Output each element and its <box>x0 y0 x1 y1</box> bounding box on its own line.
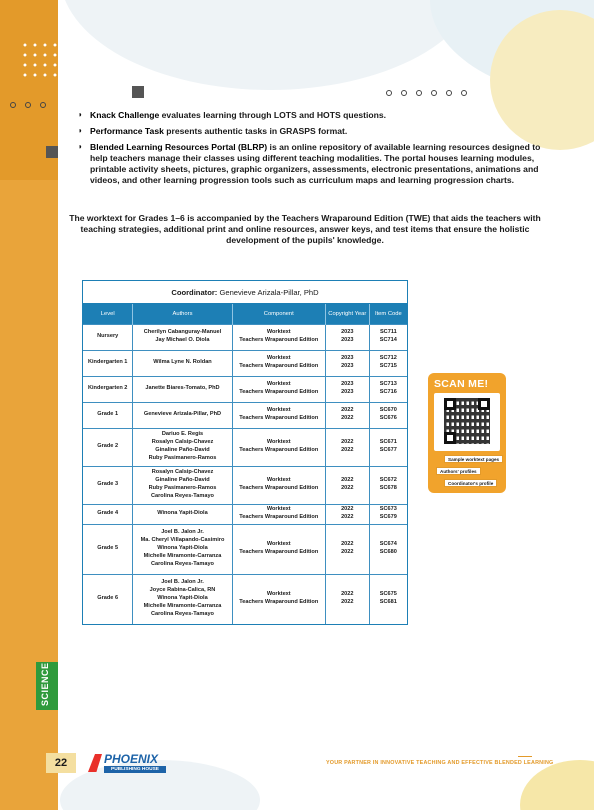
subject-tab <box>36 662 58 710</box>
col-header-component: Component <box>232 304 325 324</box>
table-cell-code: SC671 SC677 <box>369 428 407 466</box>
coordinator-name: Genevieve Arizala-Pillar, PhD <box>219 288 319 297</box>
qr-tag: Authors' profiles <box>436 467 481 475</box>
table-row <box>83 324 407 350</box>
table-header-row <box>83 304 407 324</box>
bullet-icon: ◗ <box>78 126 83 135</box>
table-cell-authors: Genevieve Arizala-Pillar, PhD <box>133 402 232 428</box>
publisher-name: PHOENIX <box>104 752 159 766</box>
table-cell-code: SC711 SC714 <box>369 324 407 350</box>
table-cell-year: 2022 2022 <box>325 504 369 524</box>
table-cell-level: Grade 2 <box>83 428 133 466</box>
decor-square <box>46 146 58 158</box>
intro-text: that aids the teachers with teaching strategies, additional print and online resources, answer keys, and test items that ensure the holistic development of the pupils' knowledge. <box>80 213 541 246</box>
bullet-desc: presents authentic tasks in GRASPS format. <box>163 126 348 136</box>
table <box>83 304 407 624</box>
table-cell-authors: Wilma Lyne N. Roldan <box>133 350 232 376</box>
table-cell-level: Grade 1 <box>83 402 133 428</box>
table-cell-code: SC713 SC716 <box>369 376 407 402</box>
col-header-authors: Authors <box>133 304 232 324</box>
table-row <box>83 466 407 504</box>
table-cell-code: SC670 SC676 <box>369 402 407 428</box>
table-cell-authors: Cherilyn Cabanguray-Manuel Jay Michael O. Diola <box>133 324 232 350</box>
table-cell-component: Worktext Teachers Wraparound Edition <box>232 402 325 428</box>
bg-blob <box>520 760 594 810</box>
table-cell-authors: Dariuo E. Regis Rosalyn Calsip-Chavez Ginaline Paño-David Ruby Pasimanero-Ramos <box>133 428 232 466</box>
qr-finder-icon <box>444 398 456 410</box>
bullet-icon: ◗ <box>78 142 83 151</box>
table-row <box>83 574 407 624</box>
table-row <box>83 402 407 428</box>
phoenix-logo-icon <box>88 754 102 772</box>
bullet-desc: evaluates learning through LOTS and HOTS questions. <box>159 110 387 120</box>
col-header-year: Copyright Year <box>325 304 369 324</box>
divider <box>518 756 532 757</box>
feature-list <box>78 110 548 191</box>
table-cell-level: Kindergarten 2 <box>83 376 133 402</box>
table-cell-year: 2023 2023 <box>325 324 369 350</box>
footer-tagline: YOUR PARTNER IN INNOVATIVE TEACHING AND EFFECTIVE BLENDED LEARNING <box>326 760 554 766</box>
qr-frame <box>434 393 500 451</box>
table-cell-year: 2022 2022 <box>325 402 369 428</box>
decor-dot-grid <box>20 40 80 80</box>
list-item <box>78 142 548 186</box>
table-cell-component: Worktext Teachers Wraparound Edition <box>232 466 325 504</box>
intro-text: The worktext for Grades 1–6 is accompanied by the <box>69 213 282 223</box>
table-cell-code: SC674 SC680 <box>369 524 407 574</box>
table-cell-code: SC673 SC679 <box>369 504 407 524</box>
table-cell-component: Worktext Teachers Wraparound Edition <box>232 504 325 524</box>
coordinator-line <box>83 281 407 304</box>
table-row <box>83 376 407 402</box>
author-table <box>82 280 408 625</box>
subject-label: SCIENCE <box>40 662 50 706</box>
table-cell-authors: Joel B. Jalon Jr. Joyce Rabina-Calica, RN Winona Yapit-Diola Michelle Miramonte-Carranza Carolina Reyes-Tamayo <box>133 574 232 624</box>
table-row <box>83 524 407 574</box>
bullet-icon: ◗ <box>78 110 83 119</box>
table-cell-year: 2022 2022 <box>325 466 369 504</box>
table-cell-authors: Rosalyn Calsip-Chavez Ginaline Paño-David Ruby Pasimanero-Ramos Carolina Reyes-Tamayo <box>133 466 232 504</box>
table-cell-level: Grade 5 <box>83 524 133 574</box>
decor-dots <box>10 102 46 108</box>
qr-finder-icon <box>478 398 490 410</box>
bg-blob <box>60 0 480 90</box>
table-cell-year: 2022 2022 <box>325 574 369 624</box>
bullet-term: Performance Task <box>90 126 164 136</box>
table-cell-year: 2023 2023 <box>325 350 369 376</box>
intro-term: Teachers Wraparound Edition (TWE) <box>281 213 431 223</box>
table-cell-component: Worktext Teachers Wraparound Edition <box>232 376 325 402</box>
page-number: 22 <box>46 753 76 773</box>
table-cell-component: Worktext Teachers Wraparound Edition <box>232 350 325 376</box>
table-row <box>83 504 407 524</box>
table-cell-year: 2022 2022 <box>325 524 369 574</box>
intro-paragraph <box>66 213 544 247</box>
scan-label: SCAN ME! <box>434 378 489 390</box>
table-cell-level: Grade 4 <box>83 504 133 524</box>
bullet-term: Knack Challenge <box>90 110 160 120</box>
qr-card[interactable] <box>428 373 506 493</box>
publisher-logo <box>88 752 166 774</box>
decor-square <box>132 86 144 98</box>
qr-tag: Sample worktext pages <box>444 455 503 463</box>
bullet-desc: is an online repository of available learning resources designed to help teachers manage their classes using different teaching modalities. The portal houses learning modules, printable activity sheets, pictures, graphic organizers, assessments, electronic presentations, animations and videos, and other learning progression tools such as curriculum maps and learning progression charts. <box>90 142 541 185</box>
table-cell-level: Nursery <box>83 324 133 350</box>
bullet-term: Blended Learning Resources Portal (BLRP) <box>90 142 268 152</box>
table-cell-component: Worktext Teachers Wraparound Edition <box>232 524 325 574</box>
table-body <box>83 324 407 624</box>
table-cell-authors: Joel B. Jalon Jr. Ma. Cheryl Villapando-Casimiro Winona Yapit-Diola Michelle Miramonte-Carranza Carolina Reyes-Tamayo <box>133 524 232 574</box>
col-header-level: Level <box>83 304 133 324</box>
table-cell-code: SC675 SC681 <box>369 574 407 624</box>
table-cell-level: Grade 3 <box>83 466 133 504</box>
qr-finder-icon <box>444 432 456 444</box>
list-item <box>78 126 548 137</box>
table-cell-level: Grade 6 <box>83 574 133 624</box>
qr-tag: Coordinator's profile <box>444 479 497 487</box>
publisher-sub: PUBLISHING HOUSE <box>104 766 166 773</box>
table-cell-year: 2023 2023 <box>325 376 369 402</box>
list-item <box>78 110 548 121</box>
table-cell-component: Worktext Teachers Wraparound Edition <box>232 324 325 350</box>
col-header-code: Item Code <box>369 304 407 324</box>
table-cell-code: SC712 SC715 <box>369 350 407 376</box>
table-cell-code: SC672 SC678 <box>369 466 407 504</box>
table-cell-component: Worktext Teachers Wraparound Edition <box>232 574 325 624</box>
table-cell-authors: Janette Biares-Tomato, PhD <box>133 376 232 402</box>
table-cell-year: 2022 2022 <box>325 428 369 466</box>
table-cell-level: Kindergarten 1 <box>83 350 133 376</box>
table-row <box>83 350 407 376</box>
table-cell-component: Worktext Teachers Wraparound Edition <box>232 428 325 466</box>
coordinator-label: Coordinator: <box>171 288 218 297</box>
decor-dots <box>386 90 467 96</box>
table-row <box>83 428 407 466</box>
table-cell-authors: Winona Yapit-Diola <box>133 504 232 524</box>
